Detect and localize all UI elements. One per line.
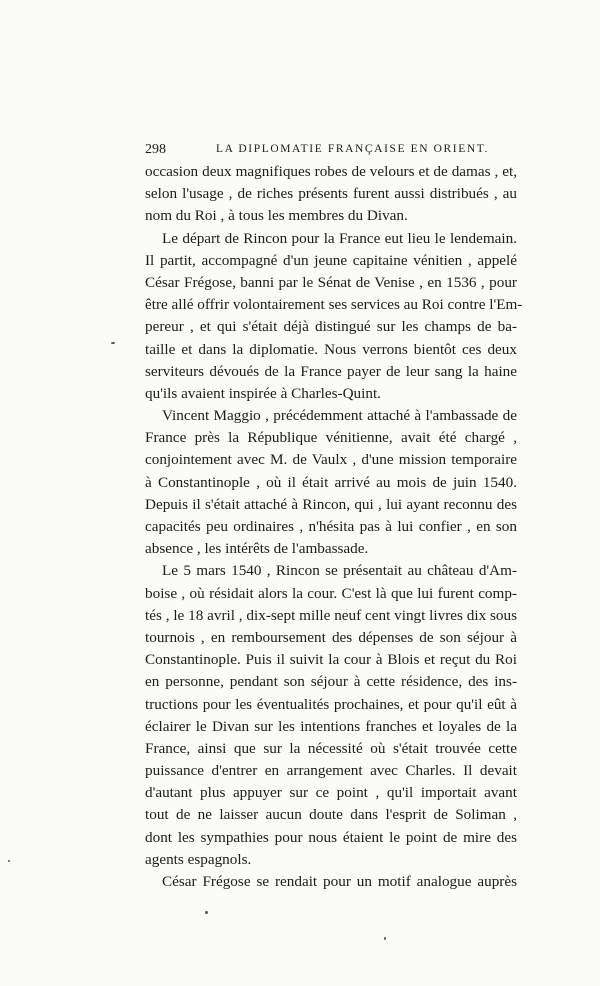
text-line: Le départ de Rincon pour la France eut lieu le lendemain.	[162, 229, 517, 247]
text-line: d'autant plus appuyer sur ce point , qu'il importait avant	[145, 784, 517, 802]
text-line: France, ainsi que sur la nécessité où s'était trouvée cette	[145, 739, 517, 757]
text-line: agents espagnols.	[145, 850, 252, 868]
text-line: nom du Roi , à tous les membres du Divan.	[145, 207, 408, 225]
text-line: tés , le 18 avril , dix-sept mille neuf cent vingt livres dix sous	[145, 606, 517, 624]
body-text	[145, 161, 523, 893]
text-line: à Constantinople , où il était arrivé au mois de juin 1540.	[145, 473, 517, 491]
page-header	[145, 142, 515, 158]
text-line: éclairer le Divan sur les intentions franches et loyales de la	[145, 717, 517, 735]
text-line: César Frégose, banni par le Sénat de Venise , en 1536 , pour	[145, 273, 517, 291]
text-line: pereur , et qui s'était déjà distingué sur les champs de ba-	[145, 318, 517, 336]
text-line: tout de ne laisser aucun doute dans l'esprit de Soliman ,	[145, 806, 517, 824]
text-line: qu'ils avaient inspirée à Charles-Quint.	[145, 384, 381, 402]
text-line: être allé offrir volontairement ses services au Roi contre l'Em-	[145, 296, 523, 314]
text-line: Le 5 mars 1540 , Rincon se présentait au château d'Am-	[162, 562, 517, 580]
text-line: selon l'usage , de riches présents furent aussi distribués , au	[145, 185, 517, 203]
text-line: France près la République vénitienne, avait été chargé ,	[145, 429, 517, 447]
text-line: César Frégose se rendait pour un motif analogue auprès	[162, 873, 517, 890]
text-line: boise , où résidait alors la cour. C'est là que lui furent comp-	[145, 584, 517, 602]
text-line: tournois , en remboursement des dépenses de son séjour à	[145, 628, 517, 646]
text-line: Depuis il s'était attaché à Rincon, qui , lui ayant reconnu des	[145, 495, 517, 513]
text-line: capacités peu ordinaires , n'hésita pas à lui confier , en son	[145, 518, 517, 535]
running-head: LA DIPLOMATIE FRANÇAISE EN ORIENT.	[216, 143, 490, 155]
scan-speck	[111, 342, 115, 344]
text-line: puissance d'entrer en arrangement avec Charles. Il devait	[145, 762, 517, 780]
text-line: conjointement avec M. de Vaulx , d'une mission temporaire	[145, 451, 517, 469]
text-line: en personne, pendant son séjour à cette résidence, des ins-	[145, 673, 517, 691]
text-line: Il partit, accompagné d'un jeune capitaine vénitien , appelé	[145, 251, 517, 269]
text-line: serviteurs dévoués de la France payer de leur sang la haine	[145, 362, 517, 380]
scan-speck	[384, 937, 386, 940]
scan-speck	[8, 860, 10, 862]
text-line: Vincent Maggio , précédemment attaché à l'ambassade de	[162, 407, 517, 425]
text-line: absence , les intérêts de l'ambassade.	[145, 540, 369, 558]
text-line: occasion deux magnifiques robes de velours et de damas , et,	[145, 163, 517, 180]
text-line: dont les sympathies pour nous étaient le point de mire des	[145, 828, 517, 846]
text-line: taille et dans la diplomatie. Nous verrons bientôt ces deux	[145, 340, 517, 358]
page-number: 298	[145, 142, 166, 157]
text-line: Constantinople. Puis il suivit la cour à Blois et reçut du Roi	[145, 651, 517, 669]
text-line: tructions pour les éventualités prochaines, et pour qu'il eût à	[145, 695, 517, 713]
scan-speck	[205, 911, 208, 914]
